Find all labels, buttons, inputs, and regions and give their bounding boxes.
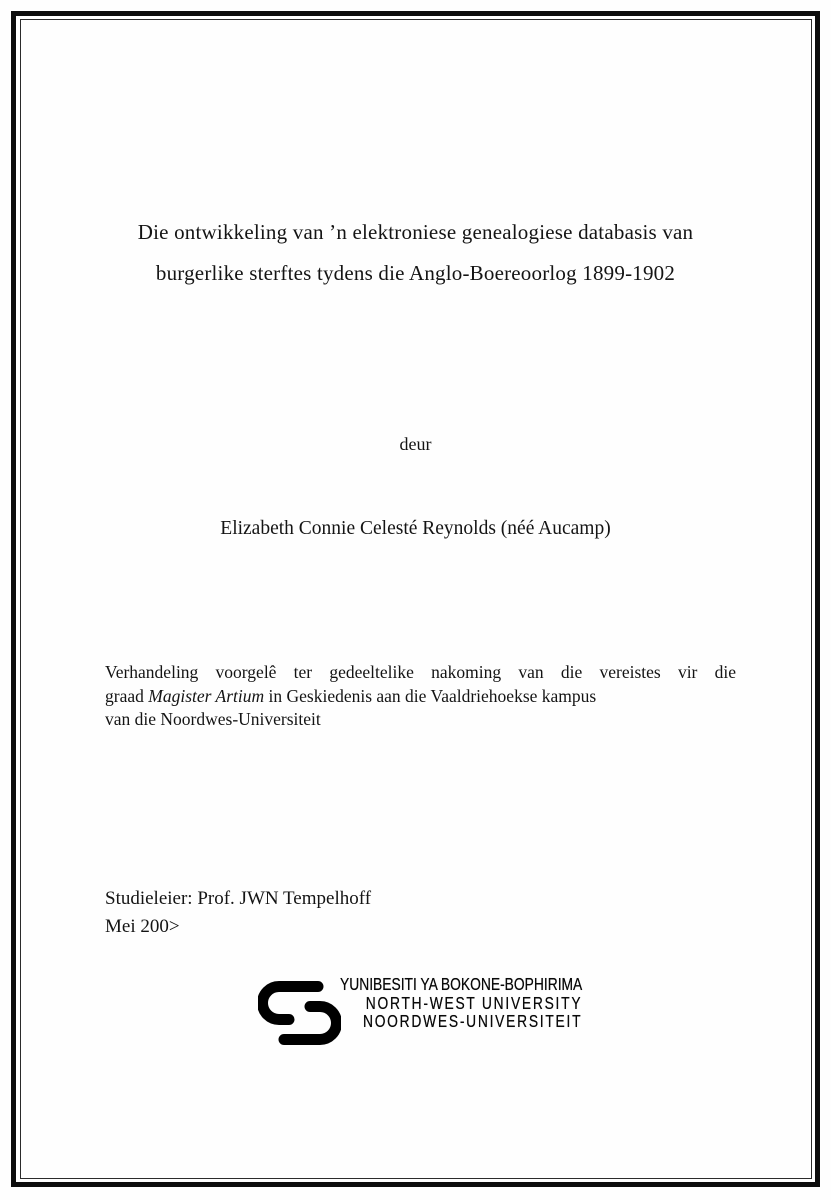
submission-line-1: Verhandeling voorgelê ter gedeeltelike nakoming van die vereistes vir die <box>105 662 736 682</box>
thesis-title <box>60 212 771 294</box>
supervisor-block <box>105 885 371 940</box>
title-line-2: burgerlike sterftes tydens die Anglo-Boereoorlog 1899-1902 <box>155 261 676 285</box>
logo-line-afrikaans: NOORDWES-UNIVERSITEIT <box>362 1011 583 1032</box>
submission-line-2 <box>105 685 736 709</box>
date-line: Mei 200> <box>105 915 180 937</box>
supervisor-line: Studieleier: Prof. JWN Tempelhoff <box>105 888 372 909</box>
logo-line-setswana: YUNIBESITI YA BOKONE-BOPHIRIMA <box>340 974 583 994</box>
title-line-1: Die ontwikkeling van ’n elektroniese genealogiese databasis van <box>137 220 694 244</box>
logo-line-english: NORTH-WEST UNIVERSITY <box>365 992 583 1013</box>
submission-line-2-post: in Geskiedenis aan die Vaaldriehoekse kampus <box>264 685 597 706</box>
submission-line-2-pre: graad <box>105 685 149 706</box>
submission-line-3: van die Noordwes-Universiteit <box>105 709 321 729</box>
degree-name-italic: Magister Artium <box>148 685 265 706</box>
submission-statement <box>105 661 736 732</box>
byline-deur: deur <box>399 434 432 454</box>
page-border-inner <box>20 19 812 1179</box>
author-name: Elizabeth Connie Celesté Reynolds (néé Aucamp) <box>220 518 611 539</box>
